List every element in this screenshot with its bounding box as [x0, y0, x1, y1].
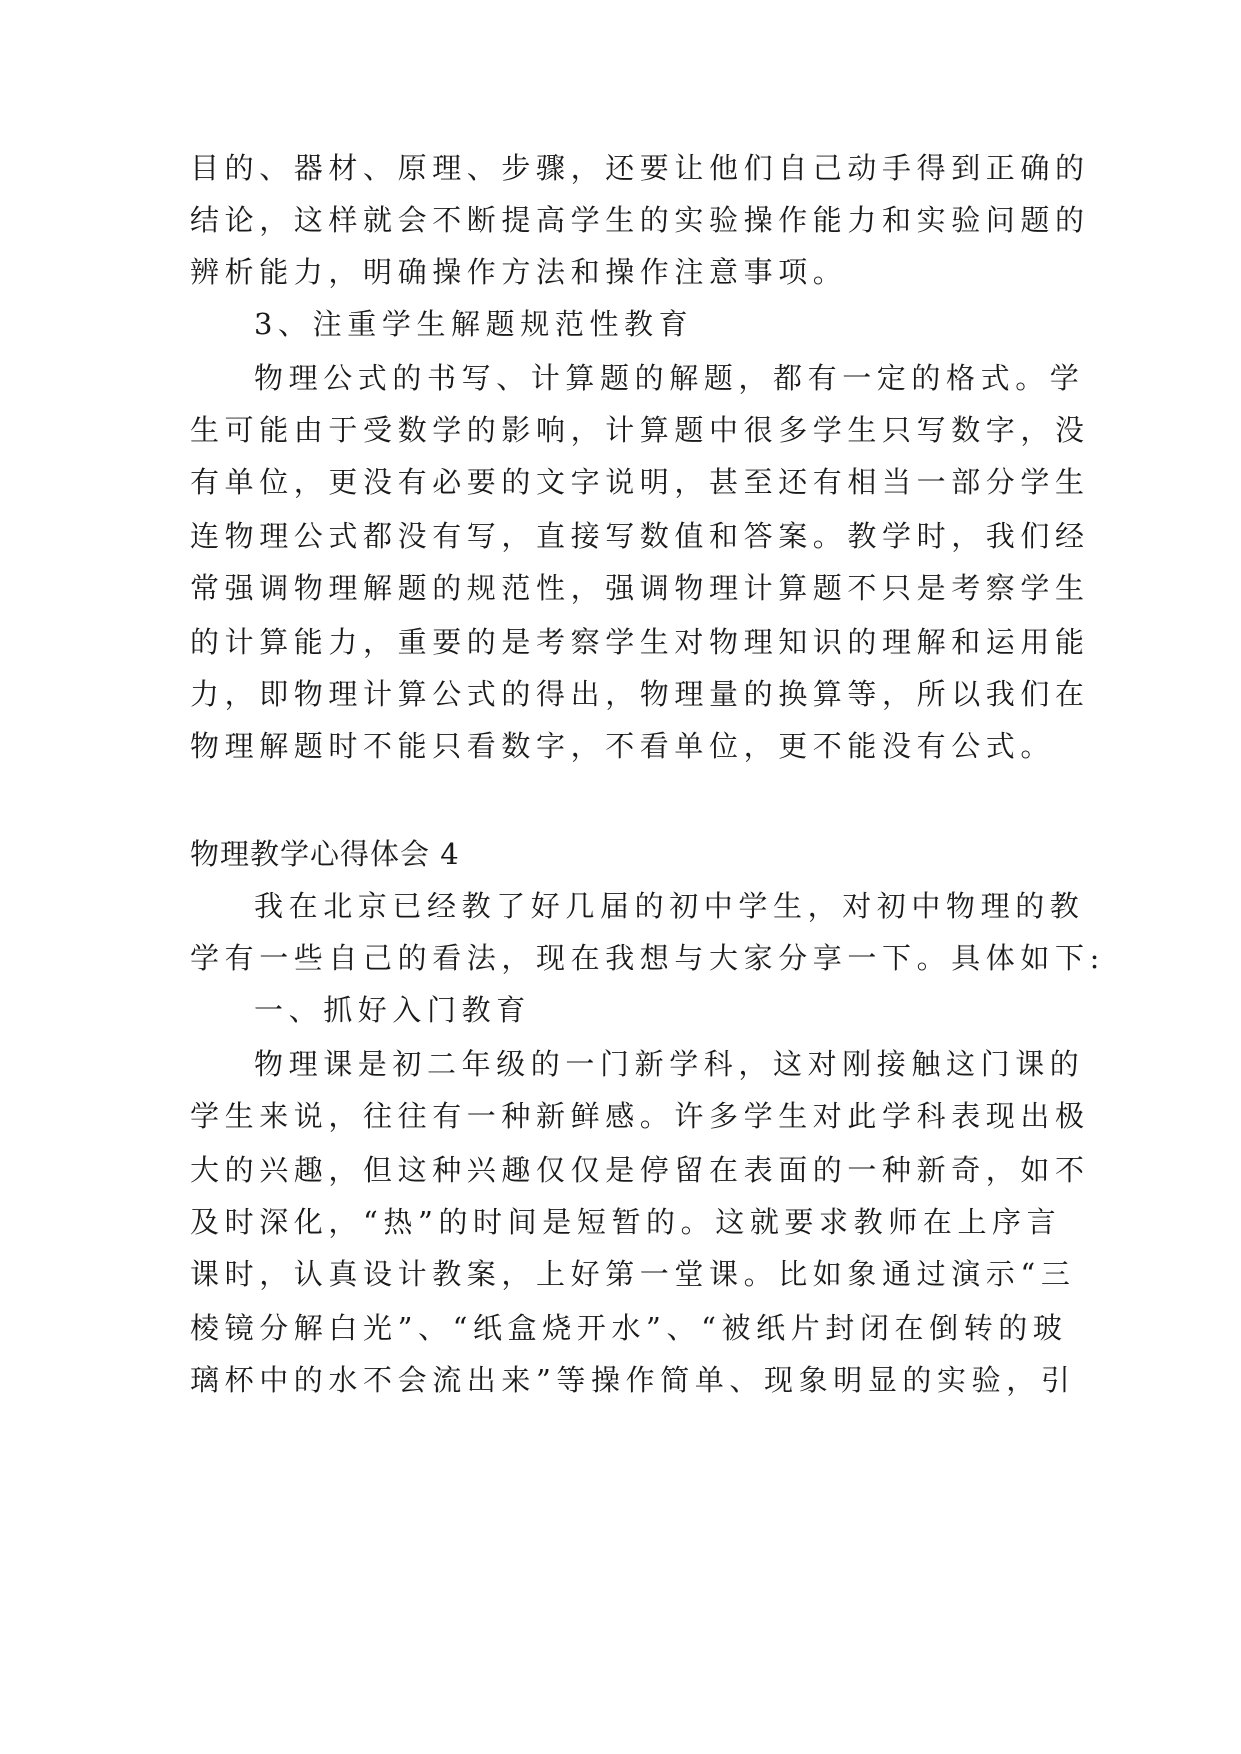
paragraph-line: 目的、器材、原理、步骤，还要让他们自己动手得到正确的 — [190, 151, 1090, 185]
paragraph-line: 课时，认真设计教案，上好第一堂课。比如象通过演示“三 — [190, 1257, 1076, 1291]
paragraph-line: 辨析能力，明确操作方法和操作注意事项。 — [190, 255, 848, 289]
paragraph-line: 连物理公式都没有写，直接写数值和答案。教学时，我们经 — [190, 519, 1090, 553]
paragraph-line: 及时深化，“热”的时间是短暂的。这就要求教师在上序言 — [190, 1205, 1062, 1239]
paragraph-line: 璃杯中的水不会流出来”等操作简单、现象明显的实验，引 — [190, 1363, 1076, 1397]
paragraph-line: 的计算能力，重要的是考察学生对物理知识的理解和运用能 — [190, 625, 1090, 659]
paragraph-line: 物理课是初二年级的一门新学科，这对刚接触这门课的 — [254, 1047, 1085, 1081]
paragraph-line: 物理公式的书写、计算题的解题，都有一定的格式。学 — [254, 361, 1085, 395]
section-heading: 一、抓好入门教育 — [254, 993, 531, 1027]
paragraph-line: 学有一些自己的看法，现在我想与大家分享一下。具体如下: — [190, 941, 1105, 975]
paragraph-line: 有单位，更没有必要的文字说明，甚至还有相当一部分学生 — [190, 465, 1090, 499]
paragraph-line: 生可能由于受数学的影响，计算题中很多学生只写数字，没 — [190, 413, 1090, 447]
paragraph-line: 力，即物理计算公式的得出，物理量的换算等，所以我们在 — [190, 677, 1090, 711]
paragraph-line: 我在北京已经教了好几届的初中学生，对初中物理的教 — [254, 889, 1085, 923]
paragraph-line: 棱镜分解白光”、“纸盒烧开水”、“被纸片封闭在倒转的玻 — [190, 1311, 1068, 1345]
paragraph-line: 结论，这样就会不断提高学生的实验操作能力和实验问题的 — [190, 203, 1090, 237]
paragraph-line: 大的兴趣，但这种兴趣仅仅是停留在表面的一种新奇，如不 — [190, 1153, 1090, 1187]
paragraph-line: 常强调物理解题的规范性，强调物理计算题不只是考察学生 — [190, 571, 1090, 605]
article-title: 物理教学心得体会 4 — [190, 837, 460, 871]
section-heading: 3、注重学生解题规范性教育 — [254, 307, 694, 341]
paragraph-line: 物理解题时不能只看数字，不看单位，更不能没有公式。 — [190, 729, 1056, 763]
paragraph-line: 学生来说，往往有一种新鲜感。许多学生对此学科表现出极 — [190, 1099, 1090, 1133]
